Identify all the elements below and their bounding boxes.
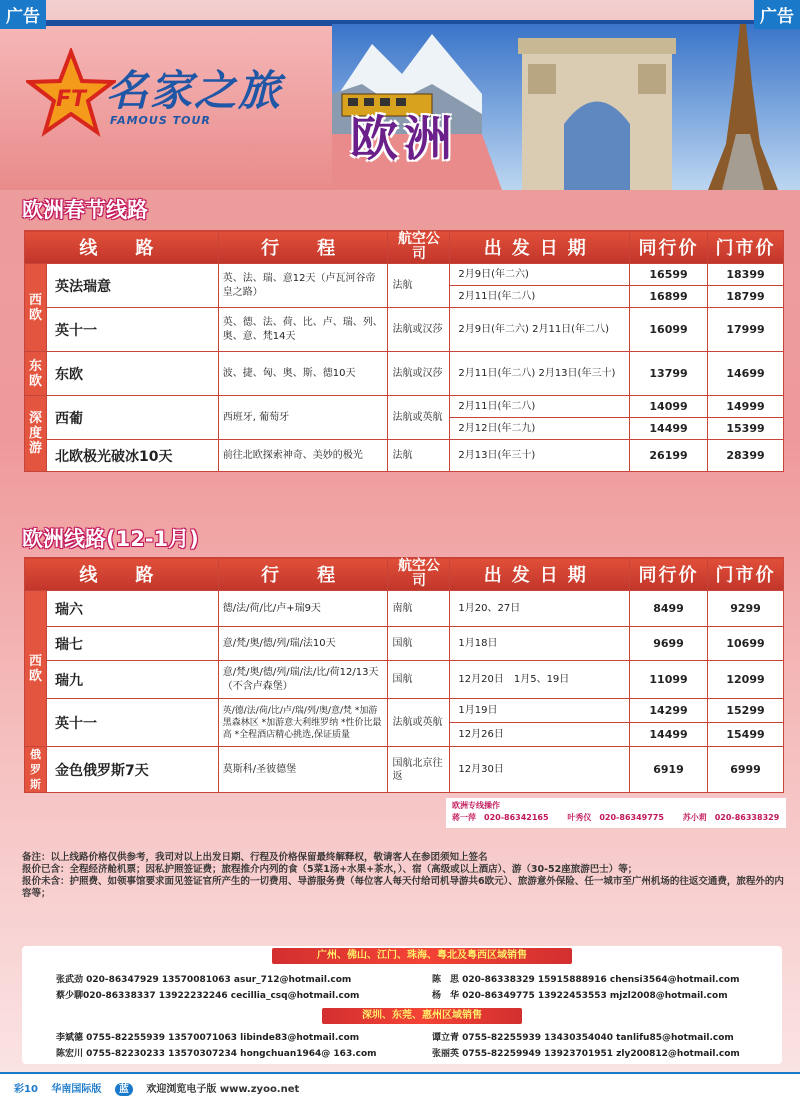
sales-contacts xyxy=(22,946,782,1064)
ad-label-right: 广告 xyxy=(754,0,800,29)
contact-title: 欧洲专线操作 xyxy=(452,801,500,810)
table-row xyxy=(25,352,784,396)
region-west: 西欧 xyxy=(25,591,47,747)
table-row xyxy=(25,396,784,418)
trade-price: 16899 xyxy=(630,286,708,308)
sales-contact: 陈 思 020-86338329 15915888916 chensi3564@hotmail.com xyxy=(432,975,740,985)
contact-person: 蒋一萍 020-86342165 xyxy=(452,813,549,822)
date: 2月11日(年二八) xyxy=(450,286,630,308)
itinerary: 英、德、法、荷、比、卢、瑞、列、奥、意、梵14天 xyxy=(218,308,388,352)
table-row xyxy=(25,747,784,793)
region-east: 东欧 xyxy=(25,352,47,396)
door-price: 9299 xyxy=(708,591,784,627)
trade-price: 14099 xyxy=(630,396,708,418)
sales-contact: 张武劲 020-86347929 13570081063 asur_712@hotmail.com xyxy=(56,975,352,985)
header-door-price: 门市价 xyxy=(708,231,784,264)
route-name: 西葡 xyxy=(46,396,218,440)
notes xyxy=(22,852,792,900)
trade-price: 14499 xyxy=(630,723,708,747)
trade-price: 14499 xyxy=(630,418,708,440)
airline: 法航或汉莎 xyxy=(388,308,450,352)
header-itinerary: 行 程 xyxy=(218,231,388,264)
note-line: 报价已含：全程经济舱机票；因私护照签证费；旅程推介内列的食（5菜1汤+水果+茶水，）、宿（高级或以上酒店）、游（30-52座旅游巴士）等； xyxy=(22,864,638,875)
footer xyxy=(0,1072,800,1100)
header-trade-price: 同行价 xyxy=(630,231,708,264)
date: 12月26日 xyxy=(450,723,630,747)
route-name: 英十一 xyxy=(46,308,218,352)
trade-price: 16099 xyxy=(630,308,708,352)
date: 2月11日(年二八) xyxy=(450,396,630,418)
region-russia: 俄罗斯 xyxy=(25,747,47,793)
logo-badge-text: FT xyxy=(55,87,87,112)
door-price: 12099 xyxy=(708,661,784,699)
airline: 法航或英航 xyxy=(388,396,450,440)
section2-title: 欧洲线路(12-1月) xyxy=(22,527,199,551)
route-name: 北欧极光破冰10天 xyxy=(46,440,218,472)
region-deep: 深度游 xyxy=(25,396,47,472)
itinerary: 德/法/荷/比/卢+瑞9天 xyxy=(218,591,388,627)
itinerary: 波、捷、匈、奥、斯、德10天 xyxy=(218,352,388,396)
date: 2月9日(年二六) 2月11日(年二八) xyxy=(450,308,630,352)
table-row xyxy=(25,440,784,472)
airline: 法航或英航 xyxy=(388,699,450,747)
route-name: 英十一 xyxy=(46,699,218,747)
header-itinerary: 行 程 xyxy=(218,558,388,591)
door-price: 6999 xyxy=(708,747,784,793)
sales-contact: 张丽英 0755-82259949 13923701951 zly200812@hotmail.com xyxy=(432,1049,740,1059)
sales-banner-guangzhou: 广州、佛山、江门、珠海、粤北及粤西区域销售 xyxy=(272,948,572,964)
itinerary: 英/德/法/荷/比/卢/瑞/列/奥/意/梵 *加游黑森林区 *加游意大利维罗纳 *性价比最高 *全程酒店精心挑选,保证质量 xyxy=(218,699,388,747)
sales-contact: 陈宏川 0755-82230233 13570307234 hongchuan1964@ 163.com xyxy=(56,1049,377,1059)
door-price: 15499 xyxy=(708,723,784,747)
winter-routes-table xyxy=(24,557,784,793)
date: 1月18日 xyxy=(450,627,630,661)
trade-price: 6919 xyxy=(630,747,708,793)
route-name: 金色俄罗斯7天 xyxy=(46,747,218,793)
website-link[interactable]: 欢迎浏览电子版 www.zyoo.net xyxy=(146,1084,300,1095)
spring-routes-table xyxy=(24,230,784,472)
itinerary: 意/梵/奥/德/列/瑞/法/比/荷12/13天（不含卢森堡） xyxy=(218,661,388,699)
table-header-row xyxy=(25,231,784,264)
door-price: 14999 xyxy=(708,396,784,418)
airline: 法航或汉莎 xyxy=(388,352,450,396)
table-row xyxy=(25,699,784,723)
door-price: 14699 xyxy=(708,352,784,396)
itinerary: 莫斯科/圣彼德堡 xyxy=(218,747,388,793)
note-line: 备注：以上线路价格仅供参考，我司对以上出发日期、行程及价格保留最终解释权，敬请客人在参团须知上签名 xyxy=(22,852,488,863)
region-west: 西欧 xyxy=(25,264,47,352)
brand-english: FAMOUS TOUR xyxy=(110,114,211,127)
door-price: 10699 xyxy=(708,627,784,661)
trade-price: 8499 xyxy=(630,591,708,627)
route-name: 瑞九 xyxy=(46,661,218,699)
header-route: 线 路 xyxy=(25,231,219,264)
operations-contact xyxy=(446,798,786,828)
sales-contact: 蔡少聊020-86338337 13922232246 cecillia_csq@hotmail.com xyxy=(56,991,360,1001)
itinerary: 意/梵/奥/德/列/瑞/法10天 xyxy=(218,627,388,661)
airline: 国航 xyxy=(388,661,450,699)
header-dates: 出发日期 xyxy=(450,558,630,591)
route-name: 瑞七 xyxy=(46,627,218,661)
trade-price: 26199 xyxy=(630,440,708,472)
trade-price: 9699 xyxy=(630,627,708,661)
table-row xyxy=(25,264,784,286)
page-number: 彩10 xyxy=(14,1084,38,1095)
door-price: 17999 xyxy=(708,308,784,352)
header-dates: 出发日期 xyxy=(450,231,630,264)
contact-person: 叶秀仪 020-86349775 xyxy=(567,813,664,822)
itinerary: 英、法、瑞、意12天（卢瓦河谷帝皇之路） xyxy=(218,264,388,308)
trade-price: 16599 xyxy=(630,264,708,286)
trade-price: 14299 xyxy=(630,699,708,723)
door-price: 15399 xyxy=(708,418,784,440)
date: 2月9日(年二六) xyxy=(450,264,630,286)
sales-contact: 谭立青 0755-82255939 13430354040 tanlifu85@hotmail.com xyxy=(432,1033,734,1043)
table-row xyxy=(25,627,784,661)
sales-contact: 杨 华 020-86349775 13922453553 mjzl2008@hotmail.com xyxy=(432,991,728,1001)
door-price: 18399 xyxy=(708,264,784,286)
door-price: 15299 xyxy=(708,699,784,723)
brand-name: 名家之旅 xyxy=(106,66,283,115)
date: 1月20、27日 xyxy=(450,591,630,627)
date: 12月20日 1月5、19日 xyxy=(450,661,630,699)
route-name: 瑞六 xyxy=(46,591,218,627)
date: 2月13日(年三十) xyxy=(450,440,630,472)
brand-logo xyxy=(26,48,316,148)
table-row xyxy=(25,308,784,352)
itinerary: 西班牙, 葡萄牙 xyxy=(218,396,388,440)
header-airline: 航空公司 xyxy=(388,231,450,264)
airline: 南航 xyxy=(388,591,450,627)
table-row xyxy=(25,661,784,699)
airline: 国航 xyxy=(388,627,450,661)
star-icon xyxy=(26,48,116,138)
airline: 国航北京往返 xyxy=(388,747,450,793)
sales-contact: 李斌德 0755-82255939 13570071063 libinde83@hotmail.com xyxy=(56,1033,360,1043)
table-row xyxy=(25,591,784,627)
edition-name: 华南国际版 xyxy=(51,1084,102,1095)
door-price: 28399 xyxy=(708,440,784,472)
header-door-price: 门市价 xyxy=(708,558,784,591)
date: 12月30日 xyxy=(450,747,630,793)
header-airline: 航空公司 xyxy=(388,558,450,591)
date: 1月19日 xyxy=(450,699,630,723)
header-trade-price: 同行价 xyxy=(630,558,708,591)
sales-banner-shenzhen: 深圳、东莞、惠州区域销售 xyxy=(322,1008,522,1024)
section1-title: 欧洲春节线路 xyxy=(22,198,148,222)
route-name: 英法瑞意 xyxy=(46,264,218,308)
airline: 法航 xyxy=(388,440,450,472)
header-route: 线 路 xyxy=(25,558,219,591)
route-name: 东欧 xyxy=(46,352,218,396)
contact-person: 苏小莉 020-86338329 xyxy=(682,813,780,822)
header-title: 欧洲 xyxy=(350,111,459,167)
trade-price: 11099 xyxy=(630,661,708,699)
edition-badge: 蓝 xyxy=(115,1083,133,1096)
date: 2月11日(年二八) 2月13日(年三十) xyxy=(450,352,630,396)
note-line: 报价未含：护照费、如领事馆要求面见签证官所产生的一切费用、导游服务费（每位客人每天付给司机导游共6欧元）、旅游意外保险、任一城市至广州机场的往返交通费，旅程外的内容等； xyxy=(22,876,784,899)
table-header-row xyxy=(25,558,784,591)
date: 2月12日(年二九) xyxy=(450,418,630,440)
ad-label-left: 广告 xyxy=(0,0,46,29)
itinerary: 前往北欧探索神奇、美妙的极光 xyxy=(218,440,388,472)
airline: 法航 xyxy=(388,264,450,308)
door-price: 18799 xyxy=(708,286,784,308)
trade-price: 13799 xyxy=(630,352,708,396)
